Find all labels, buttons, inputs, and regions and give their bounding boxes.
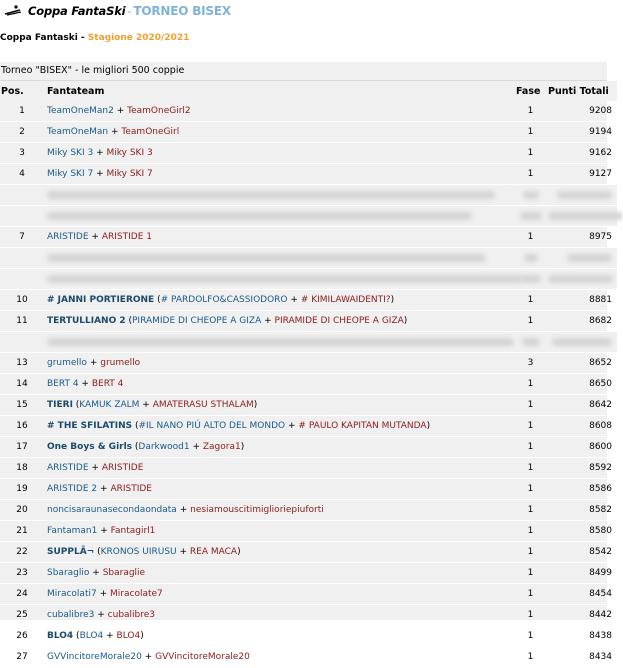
ranking-table — [0, 81, 617, 668]
row-points: 8608 — [547, 416, 617, 437]
team-member-b[interactable]: # KIMILAWAIDENTI? — [300, 295, 391, 305]
row-team — [44, 101, 514, 122]
table-row — [0, 143, 617, 164]
row-points: 9208 — [547, 101, 617, 122]
team-name[interactable]: TERTULLIANO 2 — [47, 316, 126, 326]
row-pos: 3 — [0, 143, 44, 164]
redaction-blur — [520, 212, 542, 220]
plus-sign: + — [92, 568, 100, 578]
row-pos — [0, 185, 44, 206]
row-points: 8600 — [547, 437, 617, 458]
team-member-a[interactable]: KAMUK ZALM — [79, 400, 140, 410]
team-name[interactable]: SUPPLÃ¬ — [47, 547, 95, 557]
plus-sign: + — [264, 316, 272, 326]
team-member-b[interactable]: grumello — [100, 358, 141, 368]
plus-sign: + — [91, 463, 99, 473]
row-pos: 7 — [0, 227, 44, 248]
row-points: 8580 — [547, 521, 617, 542]
team-name[interactable]: # JANNI PORTIERONE — [47, 295, 155, 305]
plus-sign: + — [89, 358, 98, 368]
plus-sign: + — [81, 379, 89, 389]
row-team — [44, 458, 514, 479]
team-member-b[interactable]: AMATERASU STHALAM — [152, 400, 254, 410]
row-team: # JANNI PORTIERONE (# PARDOLFO&CASSIODORO + # KIMILAWAIDENTI?) — [44, 290, 514, 311]
row-pos: 10 — [0, 290, 44, 311]
row-pos — [0, 269, 44, 290]
plus-sign: + — [290, 295, 298, 305]
table-row-redacted — [0, 248, 617, 269]
table-row — [0, 101, 617, 122]
row-team — [44, 332, 514, 353]
row-phase: 3 — [514, 353, 547, 374]
col-pos-header: Pos. — [0, 81, 44, 101]
redaction-blur — [523, 191, 539, 199]
row-phase: 1 — [514, 479, 547, 500]
redaction-blur — [548, 275, 613, 283]
row-phase: 1 — [514, 164, 547, 185]
row-team — [44, 647, 514, 668]
plus-sign: + — [288, 421, 296, 431]
redaction-blur — [47, 275, 523, 283]
plus-sign: + — [99, 589, 108, 599]
row-points: 8642 — [547, 395, 617, 416]
row-team — [44, 479, 514, 500]
redaction-blur — [548, 212, 623, 220]
row-points — [547, 269, 617, 290]
panel-title: Torneo "BISEX" - le migliori 500 coppie — [0, 62, 607, 81]
row-phase: 1 — [514, 143, 547, 164]
row-phase: 1 — [514, 500, 547, 521]
row-points: 8652 — [547, 353, 617, 374]
team-member-b[interactable]: ARISTIDE — [110, 484, 152, 494]
team-member-a[interactable]: ARISTIDE 2 — [47, 484, 98, 494]
plus-sign: + — [100, 484, 108, 494]
table-row — [0, 290, 617, 311]
plus-sign: + — [179, 547, 188, 557]
ranking-panel — [0, 62, 612, 662]
team-member-a[interactable]: Sbaraglio — [47, 568, 90, 578]
team-member-a[interactable]: TeamOneMan — [47, 127, 109, 137]
team-member-b[interactable]: Miky SKI 7 — [106, 169, 153, 179]
table-row — [0, 500, 617, 521]
row-pos: 13 — [0, 353, 44, 374]
row-team — [44, 206, 514, 227]
row-phase — [514, 248, 547, 269]
table-row — [0, 563, 617, 584]
row-pos: 15 — [0, 395, 44, 416]
row-pos: 19 — [0, 479, 44, 500]
team-member-b[interactable]: TeamOneGirl — [121, 127, 180, 137]
row-points: 8975 — [547, 227, 617, 248]
team-member-b[interactable]: ARISTIDE — [101, 463, 144, 473]
table-row — [0, 521, 617, 542]
row-phase: 1 — [514, 290, 547, 311]
row-team: TIERI (KAMUK ZALM + AMATERASU STHALAM) — [44, 395, 514, 416]
row-team — [44, 374, 514, 395]
row-points — [547, 248, 617, 269]
table-row — [0, 584, 617, 605]
table-row — [0, 227, 617, 248]
row-phase: 1 — [514, 605, 547, 626]
row-pos: 24 — [0, 584, 44, 605]
row-phase: 1 — [514, 458, 547, 479]
team-member-b[interactable]: TeamOneGirl2 — [127, 106, 191, 116]
row-points: 9127 — [547, 164, 617, 185]
plus-sign: + — [97, 610, 105, 620]
row-pos: 17 — [0, 437, 44, 458]
row-points: 8499 — [547, 563, 617, 584]
team-member-b[interactable]: Fantagirl1 — [110, 526, 156, 536]
team-name[interactable]: BLO4 — [47, 631, 74, 641]
plus-sign: + — [91, 232, 99, 242]
table-row-redacted — [0, 332, 617, 353]
row-phase: 1 — [514, 437, 547, 458]
redaction-blur — [47, 212, 472, 220]
redaction-blur — [47, 191, 495, 199]
team-member-a[interactable]: #IL NANO PIÚ ALTO DEL MONDO — [138, 421, 286, 431]
plus-sign: + — [192, 442, 200, 452]
table-row — [0, 605, 617, 626]
team-member-a[interactable]: Miracolati7 — [47, 589, 97, 599]
plus-sign: + — [96, 169, 104, 179]
table-row — [0, 311, 617, 332]
page-header — [0, 0, 608, 56]
team-member-a[interactable]: cubalibre3 — [47, 610, 95, 620]
row-points: 8442 — [547, 605, 617, 626]
table-row-redacted — [0, 185, 617, 206]
row-points: 9194 — [547, 122, 617, 143]
row-pos: 18 — [0, 458, 44, 479]
team-member-b[interactable]: cubalibre3 — [107, 610, 156, 620]
row-pos: 20 — [0, 500, 44, 521]
season-prefix: Coppa Fantaski - — [0, 33, 88, 43]
team-member-b[interactable]: nesiamouscitimiglioriepiuforti — [190, 505, 324, 515]
table-row — [0, 437, 617, 458]
row-team — [44, 143, 514, 164]
ranking-rows — [0, 101, 617, 668]
row-points: 8881 — [547, 290, 617, 311]
row-team — [44, 122, 514, 143]
redaction-blur — [47, 254, 486, 262]
row-team: TERTULLIANO 2 (PIRAMIDE DI CHEOPE A GIZA + PIRAMIDE DI CHEOPE A GIZA) — [44, 311, 514, 332]
row-pos: 22 — [0, 542, 44, 563]
table-row-redacted — [0, 206, 617, 227]
row-team — [44, 164, 514, 185]
table-row — [0, 626, 617, 647]
table-row-redacted — [0, 269, 617, 290]
row-pos: 26 — [0, 626, 44, 647]
table-header-row — [0, 81, 617, 101]
col-team-header: Fantateam — [44, 81, 514, 101]
team-member-b[interactable]: BLO4 — [116, 631, 141, 641]
plus-sign: + — [116, 106, 125, 116]
row-team — [44, 353, 514, 374]
row-pos: 14 — [0, 374, 44, 395]
team-member-a[interactable]: KRONOS UIRUSU — [100, 547, 177, 557]
row-points: 8542 — [547, 542, 617, 563]
row-points: 8586 — [547, 479, 617, 500]
row-phase — [514, 206, 547, 227]
team-name[interactable]: One Boys & Girls — [47, 442, 133, 452]
plus-sign: + — [110, 127, 119, 137]
row-phase: 1 — [514, 647, 547, 668]
row-team: SUPPLÃ¬ (KRONOS UIRUSU + REA MACA) — [44, 542, 514, 563]
redaction-blur — [521, 275, 541, 283]
row-phase: 1 — [514, 542, 547, 563]
plus-sign: + — [100, 526, 108, 536]
season-label: Stagione 2020/2021 — [87, 33, 190, 43]
redaction-blur — [522, 338, 540, 346]
row-pos: 23 — [0, 563, 44, 584]
team-member-b[interactable]: Sbaraglie — [102, 568, 146, 578]
team-member-b[interactable]: REA MACA — [189, 547, 238, 557]
redaction-blur — [552, 338, 612, 346]
team-member-a[interactable]: ARISTIDE — [47, 232, 89, 242]
team-member-a[interactable]: Miky SKI 7 — [47, 169, 94, 179]
row-points: 8434 — [547, 647, 617, 668]
site-logo[interactable] — [4, 4, 231, 18]
plus-sign: + — [96, 148, 104, 158]
plus-sign: + — [106, 631, 114, 641]
row-points: 8582 — [547, 500, 617, 521]
redaction-blur — [524, 254, 538, 262]
row-points — [547, 185, 617, 206]
team-member-b[interactable]: # PAULO KAPITAN MUTANDA — [298, 421, 427, 431]
table-row — [0, 374, 617, 395]
row-phase — [514, 332, 547, 353]
team-member-b[interactable]: BERT 4 — [91, 379, 124, 389]
row-phase: 1 — [514, 374, 547, 395]
row-phase: 1 — [514, 626, 547, 647]
row-team — [44, 605, 514, 626]
redaction-blur — [47, 338, 514, 346]
col-points-header: Punti Totali — [547, 81, 617, 101]
row-points: 8454 — [547, 584, 617, 605]
team-member-a[interactable]: ARISTIDE — [47, 463, 89, 473]
team-member-b[interactable]: Zagora1 — [202, 442, 241, 452]
row-team — [44, 185, 514, 206]
row-points: 8438 — [547, 626, 617, 647]
tournament-title: TORNEO BISEX — [133, 4, 231, 18]
table-row — [0, 122, 617, 143]
table-row — [0, 164, 617, 185]
table-row — [0, 416, 617, 437]
team-member-a[interactable]: BLO4 — [79, 631, 104, 641]
row-team — [44, 584, 514, 605]
row-pos — [0, 248, 44, 269]
team-member-a[interactable]: # PARDOLFO&CASSIODORO — [160, 295, 288, 305]
row-phase: 1 — [514, 395, 547, 416]
team-member-a[interactable]: GVVincitoreMorale20 — [47, 652, 142, 662]
season-line — [0, 33, 189, 43]
table-row — [0, 395, 617, 416]
row-pos: 4 — [0, 164, 44, 185]
row-team — [44, 269, 514, 290]
team-member-b[interactable]: Miky SKI 3 — [106, 148, 153, 158]
team-member-b[interactable]: PIRAMIDE DI CHEOPE A GIZA — [274, 316, 404, 326]
row-team — [44, 521, 514, 542]
team-member-a[interactable]: Darkwood1 — [138, 442, 190, 452]
row-points: 8592 — [547, 458, 617, 479]
row-pos — [0, 206, 44, 227]
row-points — [547, 206, 617, 227]
row-pos — [0, 332, 44, 353]
row-pos: 16 — [0, 416, 44, 437]
row-phase: 1 — [514, 521, 547, 542]
row-points: 9162 — [547, 143, 617, 164]
team-member-a[interactable]: grumello — [47, 358, 87, 368]
plus-sign: + — [144, 652, 153, 662]
table-row — [0, 458, 617, 479]
table-row — [0, 479, 617, 500]
row-pos: 27 — [0, 647, 44, 668]
team-member-b[interactable]: ARISTIDE 1 — [101, 232, 152, 242]
team-member-a[interactable]: Fantaman1 — [47, 526, 98, 536]
team-member-a[interactable]: BERT 4 — [47, 379, 79, 389]
plus-sign: + — [142, 400, 150, 410]
team-member-b[interactable]: GVVincitoreMorale20 — [155, 652, 250, 662]
row-team — [44, 563, 514, 584]
row-pos: 1 — [0, 101, 44, 122]
row-team — [44, 500, 514, 521]
row-points: 8650 — [547, 374, 617, 395]
row-phase: 1 — [514, 584, 547, 605]
row-phase: 1 — [514, 227, 547, 248]
row-team: One Boys & Girls (Darkwood1 + Zagora1) — [44, 437, 514, 458]
row-pos: 2 — [0, 122, 44, 143]
row-phase: 1 — [514, 563, 547, 584]
table-row — [0, 647, 617, 668]
row-points: 8682 — [547, 311, 617, 332]
skier-icon — [4, 4, 22, 16]
row-pos: 21 — [0, 521, 44, 542]
row-team — [44, 227, 514, 248]
row-pos: 25 — [0, 605, 44, 626]
plus-sign: + — [179, 505, 188, 515]
redaction-blur — [567, 254, 612, 262]
team-name[interactable]: TIERI — [47, 400, 73, 410]
row-phase — [514, 185, 547, 206]
team-member-a[interactable]: PIRAMIDE DI CHEOPE A GIZA — [132, 316, 262, 326]
row-team — [44, 248, 514, 269]
table-row — [0, 542, 617, 563]
row-phase: 1 — [514, 122, 547, 143]
table-row — [0, 353, 617, 374]
row-phase: 1 — [514, 101, 547, 122]
redaction-blur — [557, 191, 612, 199]
row-points — [547, 332, 617, 353]
row-phase: 1 — [514, 416, 547, 437]
row-team: BLO4 (BLO4 + BLO4) — [44, 626, 514, 647]
team-member-a[interactable]: TeamOneMan2 — [47, 106, 114, 116]
title-separator: - — [127, 4, 132, 18]
row-pos: 11 — [0, 311, 44, 332]
team-name[interactable]: # THE SFILATINS — [47, 421, 133, 431]
team-member-b[interactable]: Miracolate7 — [110, 589, 163, 599]
team-member-a[interactable]: noncisaraunasecondaondata — [47, 505, 177, 515]
col-phase-header: Fase — [514, 81, 547, 101]
logo-text: Coppa FantaSki — [28, 4, 126, 18]
row-team: # THE SFILATINS (#IL NANO PIÚ ALTO DEL MONDO + # PAULO KAPITAN MUTANDA) — [44, 416, 514, 437]
team-member-a[interactable]: Miky SKI 3 — [47, 148, 94, 158]
row-phase: 1 — [514, 311, 547, 332]
